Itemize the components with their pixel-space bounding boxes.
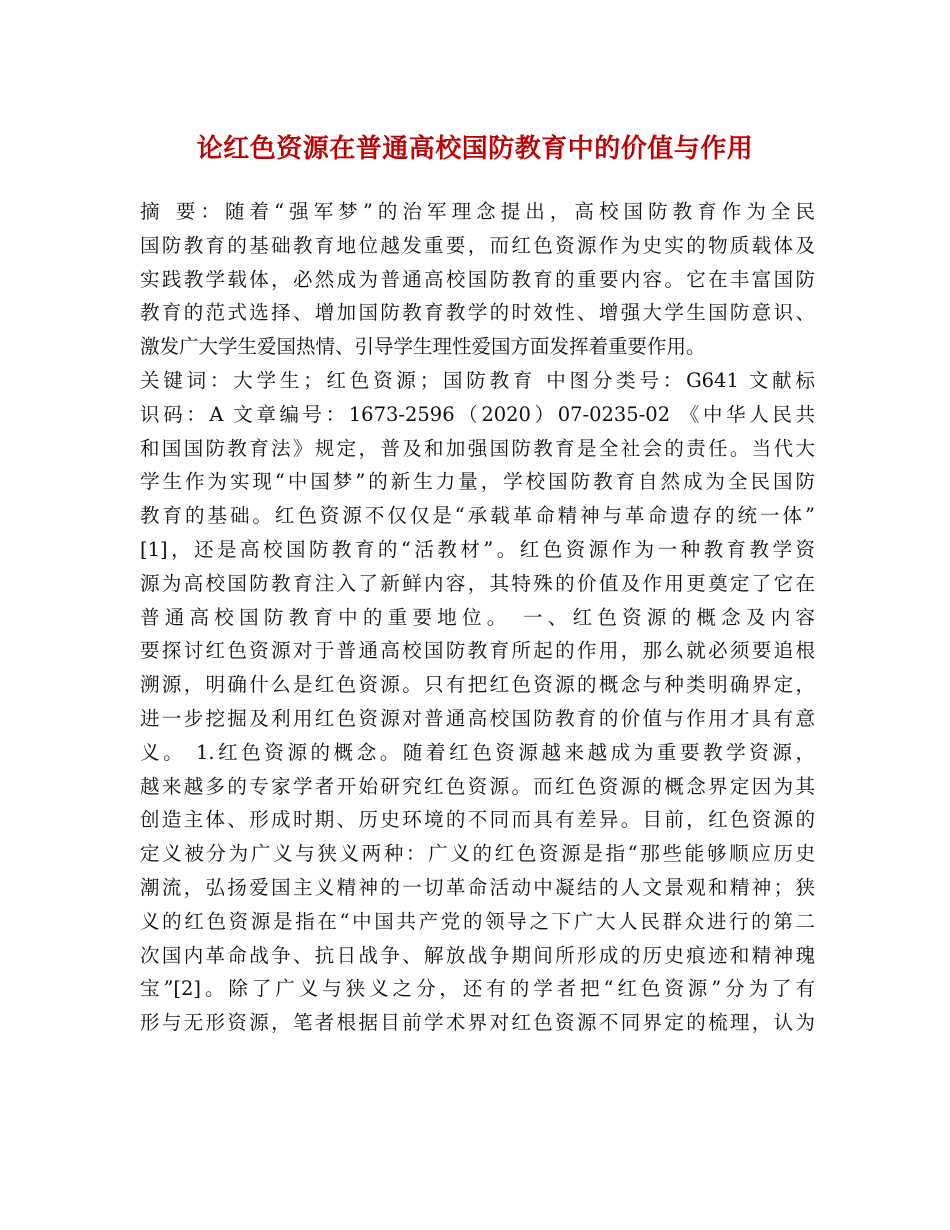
body-line: 教育的范式选择、增加国防教育教学的时效性、增强大学生国防意识、 <box>140 301 815 325</box>
body-line: 摘 要：随着“强军梦”的治军理念提出，高校国防教育作为全民 <box>140 200 815 223</box>
body-line: 教育的基础。红色资源不仅仅是“承载革命精神与革命遗存的统一体” <box>140 504 815 528</box>
body-line: 宝”[2]。除了广义与狭义之分，还有的学者把“红色资源”分为了有 <box>140 977 815 1001</box>
body-line: 定义被分为广义与狭义两种：广义的红色资源是指“那些能够顺应历史 <box>140 842 815 866</box>
body-line: 实践教学载体，必然成为普通高校国防教育的重要内容。它在丰富国防 <box>140 267 815 291</box>
body-line: 越来越多的专家学者开始研究红色资源。而红色资源的概念界定因为其 <box>140 774 815 798</box>
body-line: 普通高校国防教育中的重要地位。 一、红色资源的概念及内容 <box>140 605 815 629</box>
body-line: 源为高校国防教育注入了新鲜内容，其特殊的价值及作用更奠定了它在 <box>140 571 815 595</box>
body-line: [1]，还是高校国防教育的“活教材”。红色资源作为一种教育教学资 <box>140 537 815 561</box>
body-line: 要探讨红色资源对于普通高校国防教育所起的作用，那么就必须要追根 <box>140 639 815 663</box>
document-body <box>140 195 815 1040</box>
body-line: 次国内革命战争、抗日战争、解放战争期间所形成的历史痕迹和精神瑰 <box>140 943 815 967</box>
body-line: 形与无形资源，笔者根据目前学术界对红色资源不同界定的梳理，认为 <box>140 1011 815 1035</box>
document-title: 论红色资源在普通高校国防教育中的价值与作用 <box>196 134 754 164</box>
body-line: 激发广大学生爱国热情、引导学生理性爱国方面发挥着重要作用。 <box>140 335 706 359</box>
body-line: 学生作为实现“中国梦”的新生力量，学校国防教育自然成为全民国防 <box>140 470 815 494</box>
body-line: 义的红色资源是指在“中国共产党的领导之下广大人民群众进行的第二 <box>140 909 815 933</box>
body-line: 和国国防教育法》规定，普及和加强国防教育是全社会的责任。当代大 <box>140 436 815 460</box>
body-line: 识码：A 文章编号：1673-2596（2020）07-0235-02 《中华人民共 <box>140 402 815 426</box>
body-line: 进一步挖掘及利用红色资源对普通高校国防教育的价值与作用才具有意 <box>140 706 815 730</box>
body-line: 潮流，弘扬爱国主义精神的一切革命活动中凝结的人文景观和精神；狭 <box>140 875 815 899</box>
body-line: 关键词：大学生；红色资源；国防教育 中图分类号：G641 文献标 <box>140 368 815 392</box>
body-line: 创造主体、形成时期、历史环境的不同而具有差异。目前，红色资源的 <box>140 808 815 832</box>
body-line: 国防教育的基础教育地位越发重要，而红色资源作为史实的物质载体及 <box>140 233 815 257</box>
body-line: 溯源，明确什么是红色资源。只有把红色资源的概念与种类明确界定， <box>140 673 815 697</box>
body-line: 义。 1.红色资源的概念。随着红色资源越来越成为重要教学资源， <box>140 740 815 764</box>
